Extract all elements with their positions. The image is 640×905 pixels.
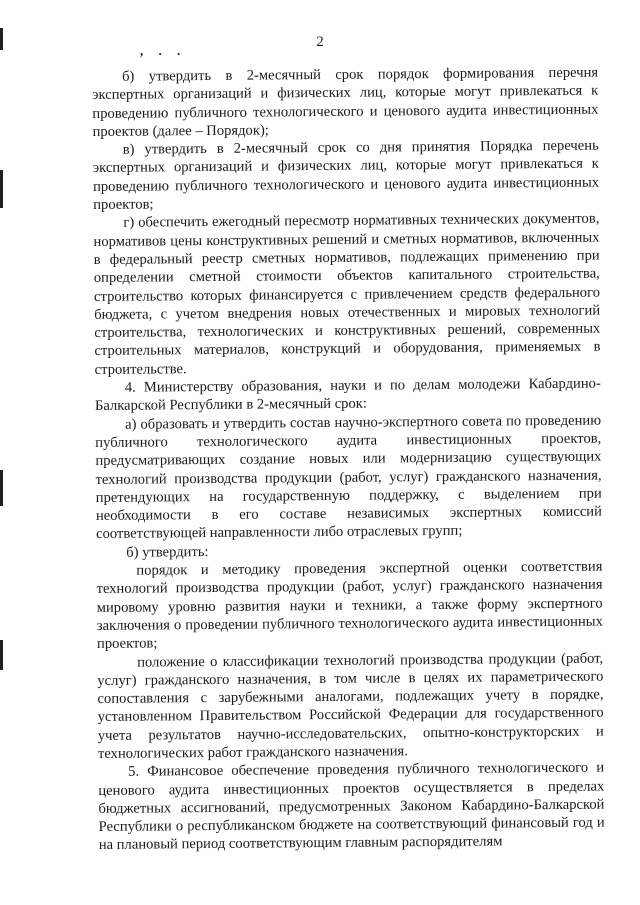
scan-edge-mark [0, 640, 3, 670]
paragraph-item-a: а) образовать и утвердить состав научно-экспертного совета по проведению публичного технологического аудита инвестиционных проектов, предусматривающих создание новых или модернизацию существующих технологий производства продукции (работ, услуг) гражданского назначения, претендующих на государственную поддержку, с выделением при необходимости в его составе независимых экспертных комиссий соответствующей направленности либо отраслевых групп; [95, 412, 602, 543]
scan-edge-mark [0, 470, 3, 506]
paragraph-item-g: г) обеспечить ежегодный пересмотр нормативных технических документов, нормативов цены конструктивных решений и сметных нормативов, включенных в федеральный реестр сметных нормативов, подлежащих применению при определении сметной стоимости объектов капитального строительства, строительство которых финансируется с привлечением средств федерального бюджета, с учетом внедрения новых отечественных и мировых технологий строительства, технологических и конструктивных решений, современных строительных материалов, конструкций и оборудования, применяемых в строительстве. [93, 210, 601, 378]
document-body [92, 64, 605, 855]
paragraph-section-4: 4. Министерству образования, науки и по делам молодежи Кабардино-Балкарской Республики в 2-месячный срок: [94, 375, 601, 415]
paragraph-section-5: 5. Финансовое обеспечение проведения публичного технологического и ценового аудита инвестиционных проектов осуществляется в пределах бюджетных ассигнований, предусмотренных Законом Кабардино-Балкарской Республики о республиканском бюджете на соответствующий финансовый год и на плановый период соответствующим главным распорядителям [98, 759, 605, 854]
paragraph-procedure: порядок и методику проведения экспертной оценки соответствия технологий производства продукции (работ, услуг) гражданского назначения мировому уровню развития науки и техники, а также форму экспертного заключения о проведении публичного технологического аудита инвестиционных проектов; [96, 558, 603, 653]
scan-edge-mark [0, 170, 3, 208]
scan-artifact: , . . [140, 43, 187, 58]
page-number: 2 [316, 34, 324, 50]
paragraph-regulation: положение о классификации технологий производства продукции (работ, услуг) гражданского назначения, в том числе в целях их параметрического сопоставления с зарубежными аналогами, подлежащих учету в порядке, установленном Правительством Российской Федерации для государственного учета результатов научно-исследовательских, опытно-конструкторских и технологических работ гражданского назначения. [97, 650, 604, 762]
paragraph-item-b-approve: б) утвердить: [126, 543, 209, 561]
paragraph-item-b: б) утвердить в 2-месячный срок порядок формирования перечня экспертных организаций и физических лиц, которые могут привлекаться к проведению публичного технологического и ценового аудита инвестиционных проектов (далее – Порядок); [92, 64, 599, 140]
paragraph-item-v: в) утвердить в 2-месячный срок со дня принятия Порядка перечень экспертных организаций и физических лиц, которые могут привлекаться к проведению публичного технологического и ценового аудита инвестиционных проектов; [92, 137, 600, 214]
